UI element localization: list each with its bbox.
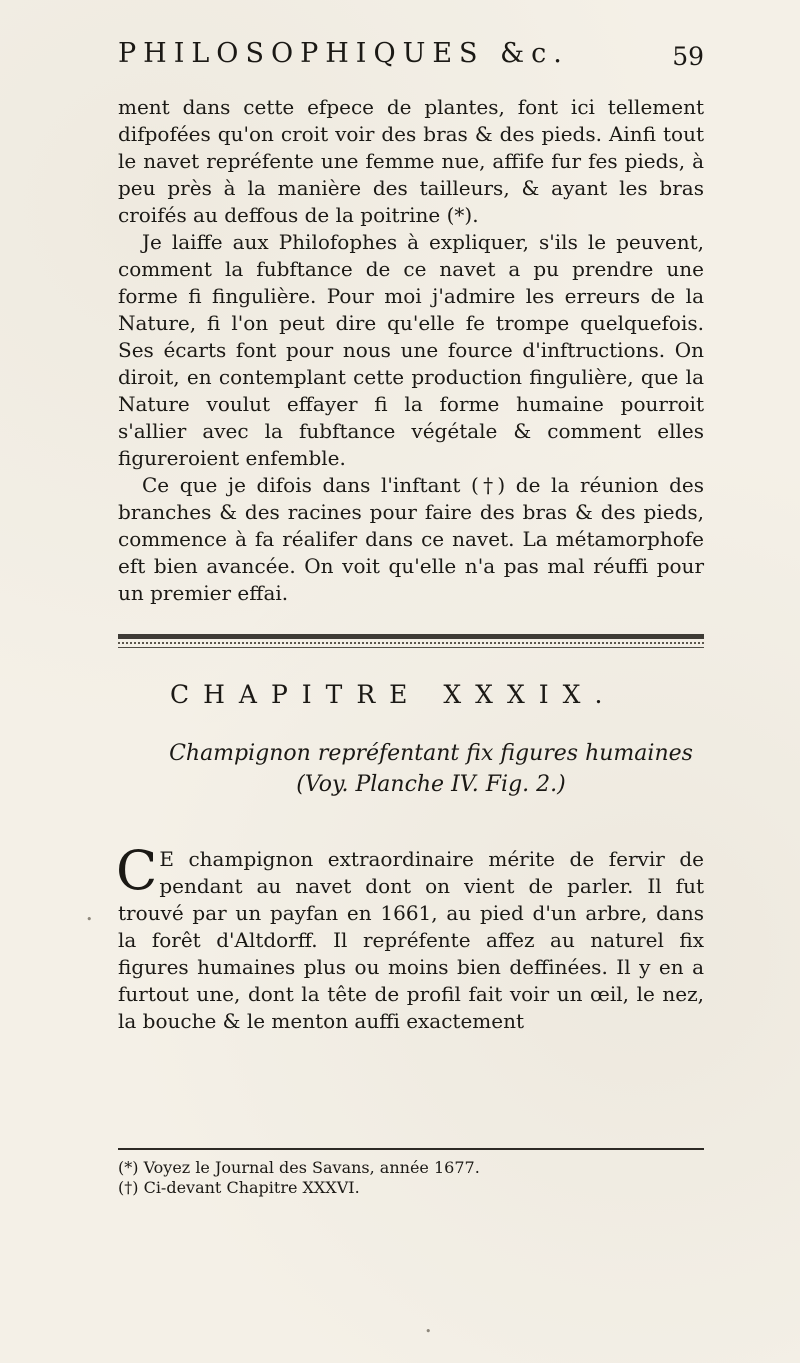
footnotes <box>118 1158 704 1198</box>
running-title: PHILOSOPHIQUES &c. <box>118 38 569 69</box>
footnote-two: (†) Ci-devant Chapitre XXXVI. <box>118 1178 360 1197</box>
chapter-paragraph-text: E champignon extraordinaire mérite de fervir de pendant au navet dont on vient de parler. Il fut trouvé par un payfan en 1661, au pied d'un arbre, dans la forêt d'Altdorff. Il repréfente affez au naturel fix figures humaines plus ou moins bien deffinées. Il y en a furtout une, dont la tête de profil fait voir un œil, le nez, la bouche & le menton auffi exactement <box>118 847 704 1033</box>
decorative-rule <box>118 634 704 648</box>
footnote-one: (*) Voyez le Journal des Savans, année 1677. <box>118 1158 480 1177</box>
chapter-subtitle: Champignon repréfentant fix figures humaines (Voy. Planche IV. Fig. 2.) <box>169 741 693 797</box>
chapter-title: CHAPITRE XXXIX. <box>170 680 617 709</box>
chapter-paragraph <box>116 839 704 1035</box>
body-paragraph-two: Je laiffe aux Philofophes à expliquer, s'ils le peuvent, comment la fubftance de ce navet a pu prendre une forme fi fingulière. Pour moi j'admire les erreurs de la Nature, fi l'on peut dire qu'elle fe trompe quelquefois. Ses écarts font pour nous une fource d'inftructions. On diroit, en contemplant cette production fingulière, que la Nature voulut effayer fi la forme humaine pourroit s'allier avec la fubftance végétale & comment elles figureroient enfemble. <box>118 230 704 470</box>
main-text-before-chapter <box>118 94 704 607</box>
page-number: 59 <box>672 42 704 71</box>
footnote-rule <box>118 1148 704 1150</box>
dropcap-letter: C <box>116 839 158 902</box>
chapter-text <box>116 839 704 1035</box>
marginal-dot-mark: • <box>86 913 93 926</box>
body-paragraph-three: Ce que je difois dans l'inftant (†) de la réunion des branches & des racines pour faire des bras & des pieds, commence à fa réalifer dans ce navet. La métamorphofe eft bien avancée. On voit qu'elle n'a pas mal réuffi pour un premier effai. <box>118 473 704 605</box>
body-paragraph-one: ment dans cette efpece de plantes, font ici tellement difpofées qu'on croit voir des bras & des pieds. Ainfi tout le navet repréfente une femme nue, affife fur fes pieds, à peu près à la manière des tailleurs, & ayant les bras croifés au deffous de la poitrine (*). <box>118 95 704 227</box>
bottom-page-mark: • <box>425 1325 432 1338</box>
running-head <box>118 38 704 78</box>
